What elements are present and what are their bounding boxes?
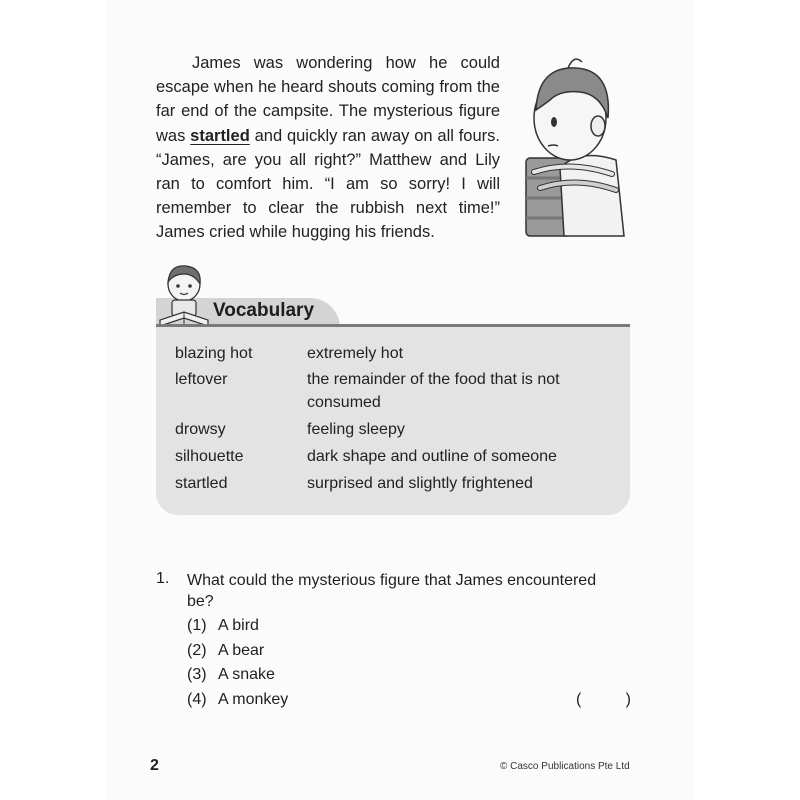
story-keyword: startled xyxy=(190,126,250,145)
vocab-meaning: the remainder of the food that is not consumed xyxy=(307,371,560,411)
vocabulary-title: Vocabulary xyxy=(213,300,315,321)
answer-close-paren: ) xyxy=(625,691,631,708)
vocab-word: silhouette xyxy=(175,448,244,465)
option-text: A monkey xyxy=(218,691,289,708)
copyright-notice: © Casco Publications Pte Ltd xyxy=(500,761,630,772)
vocab-word: startled xyxy=(175,475,228,492)
question-text: What could the mysterious figure that James encountered be? xyxy=(187,572,597,610)
story-text-part-2: and quickly ran away on all fours. “James, are you all right?” Matthew and Lily ran to comfort him. “I am so sorry! I will remember to clear the rubbish next time!” James cried while hugging his friends. xyxy=(156,126,500,242)
option-label: (2) xyxy=(187,642,207,659)
option-text: A snake xyxy=(218,666,275,683)
vocab-meaning: extremely hot xyxy=(307,345,404,362)
answer-blank[interactable] xyxy=(576,691,631,709)
story-paragraph xyxy=(156,51,500,245)
page-number: 2 xyxy=(150,757,159,774)
option-text: A bear xyxy=(218,642,265,659)
vocab-word: drowsy xyxy=(175,421,226,438)
boy-reading-icon xyxy=(156,260,212,328)
vocab-meaning: feeling sleepy xyxy=(307,421,405,438)
vocab-meaning: surprised and slightly frightened xyxy=(307,475,533,492)
vocab-meaning: dark shape and outline of someone xyxy=(307,448,557,465)
option-label: (1) xyxy=(187,617,207,634)
vocab-word: blazing hot xyxy=(175,345,253,362)
story-text-part-1: James was wondering how he could escape when he heard shouts coming from the far end of the campsite. The mysterious figure was xyxy=(156,54,500,145)
question-number: 1. xyxy=(156,570,170,587)
vocab-word: leftover xyxy=(175,371,228,388)
friends-hugging-illustration xyxy=(520,48,632,240)
option-label: (4) xyxy=(187,691,207,708)
option-label: (3) xyxy=(187,666,207,683)
option-text: A bird xyxy=(218,617,259,634)
answer-open-paren: ( xyxy=(576,691,582,708)
